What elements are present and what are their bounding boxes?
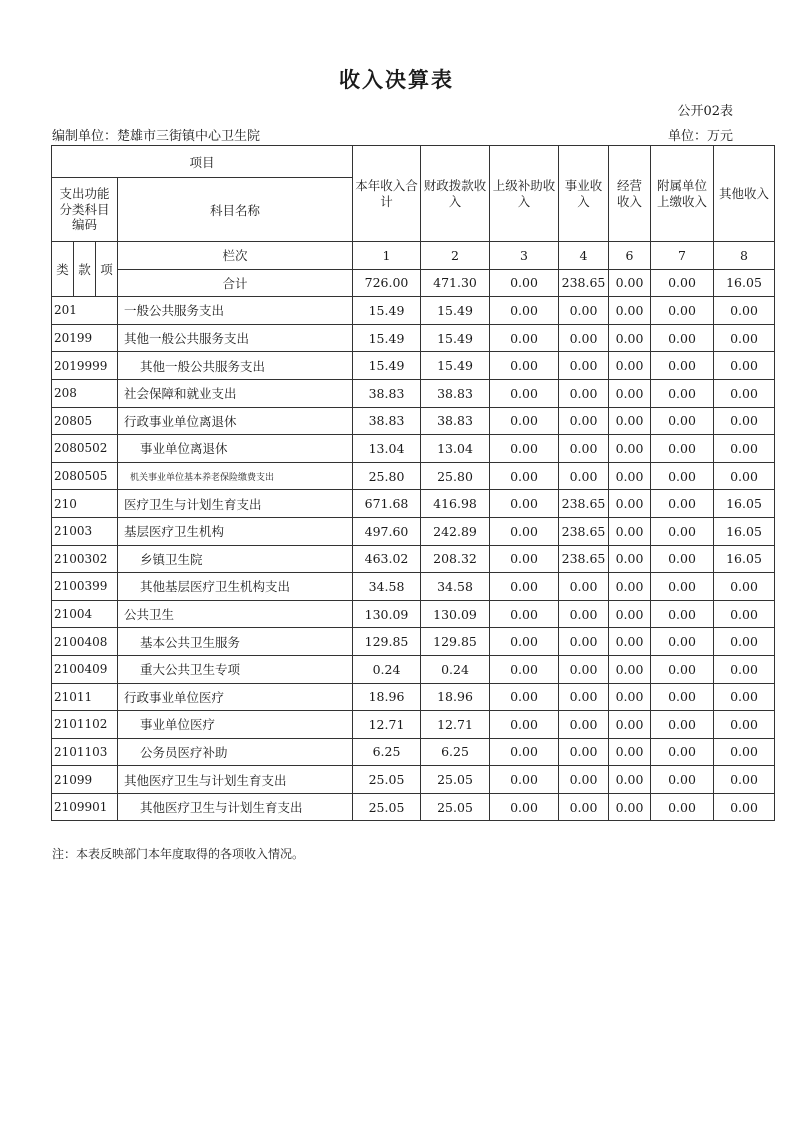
value-cell: 0.00	[714, 573, 775, 601]
value-cell: 0.00	[609, 297, 651, 325]
value-cell: 671.68	[353, 490, 421, 518]
value-cell: 25.05	[353, 766, 421, 794]
value-cell: 16.05	[714, 490, 775, 518]
table-row	[52, 407, 775, 435]
subject-code: 2080502	[52, 435, 118, 463]
value-cell: 0.00	[559, 297, 609, 325]
value-cell: 12.71	[353, 711, 421, 739]
value-cell: 0.00	[714, 683, 775, 711]
total-cell: 16.05	[714, 269, 775, 297]
subject-name: 其他医疗卫生与计划生育支出	[118, 766, 353, 794]
value-cell: 15.49	[353, 324, 421, 352]
value-cell: 0.24	[421, 655, 490, 683]
value-cell: 463.02	[353, 545, 421, 573]
subject-code: 21003	[52, 517, 118, 545]
subject-code: 210	[52, 490, 118, 518]
value-cell: 0.00	[609, 407, 651, 435]
table-row	[52, 738, 775, 766]
subject-code: 2100408	[52, 628, 118, 656]
value-cell: 242.89	[421, 517, 490, 545]
value-cell: 0.00	[651, 738, 714, 766]
subject-name: 事业单位医疗	[118, 711, 353, 739]
value-cell: 38.83	[421, 379, 490, 407]
col-header: 事业收入	[559, 146, 609, 242]
value-cell: 0.00	[651, 711, 714, 739]
subject-name: 其他一般公共服务支出	[118, 352, 353, 380]
subject-code: 20805	[52, 407, 118, 435]
value-cell: 0.00	[490, 766, 559, 794]
subject-name: 重大公共卫生专项	[118, 655, 353, 683]
subject-name: 行政事业单位离退休	[118, 407, 353, 435]
value-cell: 0.00	[714, 435, 775, 463]
subject-code: 2100399	[52, 573, 118, 601]
subject-code: 2019999	[52, 352, 118, 380]
subject-code: 201	[52, 297, 118, 325]
value-cell: 15.49	[353, 297, 421, 325]
value-cell: 0.00	[651, 628, 714, 656]
total-cell: 238.65	[559, 269, 609, 297]
total-cell: 0.00	[490, 269, 559, 297]
table-row	[52, 297, 775, 325]
value-cell: 6.25	[421, 738, 490, 766]
compiling-unit: 编制单位：楚雄市三街镇中心卫生院	[52, 129, 261, 144]
value-cell: 0.00	[714, 379, 775, 407]
form-number: 公开02表	[677, 104, 733, 119]
value-cell: 0.00	[559, 628, 609, 656]
total-label: 合计	[118, 269, 353, 297]
value-cell: 0.00	[490, 738, 559, 766]
table-row	[52, 766, 775, 794]
currency-unit: 单位：万元	[667, 129, 733, 144]
value-cell: 0.00	[714, 324, 775, 352]
value-cell: 6.25	[353, 738, 421, 766]
value-cell: 0.00	[609, 379, 651, 407]
header-lanci: 栏次	[118, 242, 353, 270]
value-cell: 0.00	[714, 711, 775, 739]
value-cell: 13.04	[421, 435, 490, 463]
value-cell: 34.58	[421, 573, 490, 601]
value-cell: 0.00	[609, 628, 651, 656]
value-cell: 0.00	[559, 379, 609, 407]
value-cell: 38.83	[421, 407, 490, 435]
value-cell: 0.00	[609, 573, 651, 601]
subject-name: 其他一般公共服务支出	[118, 324, 353, 352]
value-cell: 0.00	[651, 462, 714, 490]
col-header: 其他收入	[714, 146, 775, 242]
value-cell: 0.00	[559, 683, 609, 711]
subject-name: 医疗卫生与计划生育支出	[118, 490, 353, 518]
table-note: 注：本表反映部门本年度取得的各项收入情况。	[52, 847, 305, 861]
value-cell: 25.05	[353, 793, 421, 821]
value-cell: 0.00	[559, 655, 609, 683]
subject-name: 乡镇卫生院	[118, 545, 353, 573]
table-row	[52, 793, 775, 821]
col-number: 3	[490, 242, 559, 270]
value-cell: 0.00	[559, 766, 609, 794]
value-cell: 18.96	[421, 683, 490, 711]
value-cell: 129.85	[421, 628, 490, 656]
value-cell: 0.00	[490, 352, 559, 380]
value-cell: 0.00	[609, 324, 651, 352]
value-cell: 0.00	[609, 545, 651, 573]
col-header: 附属单位上缴收入	[651, 146, 714, 242]
col-header: 经营收入	[609, 146, 651, 242]
value-cell: 0.00	[714, 766, 775, 794]
value-cell: 0.00	[714, 352, 775, 380]
value-cell: 130.09	[353, 600, 421, 628]
value-cell: 0.00	[714, 297, 775, 325]
subject-code: 21011	[52, 683, 118, 711]
subject-name: 一般公共服务支出	[118, 297, 353, 325]
header-xiang: 项	[96, 242, 118, 297]
value-cell: 0.00	[651, 517, 714, 545]
value-cell: 0.00	[490, 517, 559, 545]
value-cell: 0.00	[651, 407, 714, 435]
value-cell: 0.00	[559, 407, 609, 435]
value-cell: 238.65	[559, 490, 609, 518]
value-cell: 15.49	[421, 297, 490, 325]
subject-code: 21004	[52, 600, 118, 628]
subject-name: 公共卫生	[118, 600, 353, 628]
subject-name: 公务员医疗补助	[118, 738, 353, 766]
value-cell: 0.00	[490, 711, 559, 739]
value-cell: 0.00	[714, 600, 775, 628]
value-cell: 0.00	[609, 766, 651, 794]
table-row	[52, 655, 775, 683]
value-cell: 0.00	[651, 352, 714, 380]
value-cell: 0.00	[651, 324, 714, 352]
value-cell: 0.00	[651, 793, 714, 821]
value-cell: 0.00	[714, 628, 775, 656]
value-cell: 0.00	[490, 628, 559, 656]
value-cell: 38.83	[353, 407, 421, 435]
value-cell: 0.00	[651, 297, 714, 325]
value-cell: 25.05	[421, 793, 490, 821]
table-row	[52, 490, 775, 518]
value-cell: 25.05	[421, 766, 490, 794]
subject-code: 2101103	[52, 738, 118, 766]
value-cell: 0.00	[559, 711, 609, 739]
value-cell: 0.00	[490, 793, 559, 821]
value-cell: 15.49	[421, 324, 490, 352]
value-cell: 0.00	[559, 324, 609, 352]
total-cell: 726.00	[353, 269, 421, 297]
subject-code: 20199	[52, 324, 118, 352]
table-row	[52, 683, 775, 711]
value-cell: 15.49	[353, 352, 421, 380]
value-cell: 0.00	[490, 490, 559, 518]
header-lei: 类	[52, 242, 74, 297]
subject-name: 行政事业单位医疗	[118, 683, 353, 711]
value-cell: 0.00	[559, 435, 609, 463]
value-cell: 0.00	[609, 655, 651, 683]
header-func-code: 支出功能分类科目编码	[52, 178, 118, 242]
col-number: 6	[609, 242, 651, 270]
table-row	[52, 435, 775, 463]
value-cell: 13.04	[353, 435, 421, 463]
value-cell: 25.80	[421, 462, 490, 490]
col-number: 1	[353, 242, 421, 270]
page-title: 收入决算表	[339, 67, 454, 92]
value-cell: 0.00	[490, 297, 559, 325]
value-cell: 0.00	[490, 683, 559, 711]
subject-name: 社会保障和就业支出	[118, 379, 353, 407]
subject-name: 事业单位离退休	[118, 435, 353, 463]
value-cell: 0.24	[353, 655, 421, 683]
subject-name: 机关事业单位基本养老保险缴费支出	[118, 462, 353, 490]
value-cell: 16.05	[714, 545, 775, 573]
value-cell: 208.32	[421, 545, 490, 573]
value-cell: 0.00	[714, 407, 775, 435]
value-cell: 0.00	[609, 600, 651, 628]
table-row	[52, 352, 775, 380]
value-cell: 0.00	[609, 462, 651, 490]
value-cell: 0.00	[490, 435, 559, 463]
value-cell: 0.00	[609, 683, 651, 711]
col-header: 财政拨款收入	[421, 146, 490, 242]
total-cell: 0.00	[609, 269, 651, 297]
income-table	[51, 145, 775, 821]
value-cell: 130.09	[421, 600, 490, 628]
header-subject-name: 科目名称	[118, 178, 353, 242]
value-cell: 0.00	[714, 793, 775, 821]
value-cell: 0.00	[651, 655, 714, 683]
value-cell: 0.00	[559, 352, 609, 380]
table-row	[52, 517, 775, 545]
value-cell: 0.00	[490, 379, 559, 407]
value-cell: 0.00	[559, 793, 609, 821]
table-row	[52, 324, 775, 352]
value-cell: 0.00	[651, 683, 714, 711]
table-row	[52, 600, 775, 628]
value-cell: 0.00	[559, 462, 609, 490]
value-cell: 18.96	[353, 683, 421, 711]
value-cell: 0.00	[651, 379, 714, 407]
subject-name: 基层医疗卫生机构	[118, 517, 353, 545]
table-row	[52, 711, 775, 739]
subject-code: 208	[52, 379, 118, 407]
value-cell: 12.71	[421, 711, 490, 739]
col-header: 本年收入合计	[353, 146, 421, 242]
value-cell: 0.00	[609, 711, 651, 739]
value-cell: 0.00	[609, 435, 651, 463]
subject-code: 2080505	[52, 462, 118, 490]
total-cell: 471.30	[421, 269, 490, 297]
header-kuan: 款	[74, 242, 96, 297]
value-cell: 0.00	[714, 462, 775, 490]
table-row	[52, 462, 775, 490]
value-cell: 129.85	[353, 628, 421, 656]
value-cell: 0.00	[490, 324, 559, 352]
col-number: 8	[714, 242, 775, 270]
value-cell: 0.00	[651, 435, 714, 463]
subject-code: 2109901	[52, 793, 118, 821]
table-row	[52, 545, 775, 573]
value-cell: 0.00	[490, 407, 559, 435]
value-cell: 0.00	[559, 600, 609, 628]
value-cell: 0.00	[609, 738, 651, 766]
value-cell: 34.58	[353, 573, 421, 601]
col-number: 2	[421, 242, 490, 270]
value-cell: 0.00	[609, 517, 651, 545]
subject-code: 21099	[52, 766, 118, 794]
col-number: 7	[651, 242, 714, 270]
value-cell: 0.00	[490, 462, 559, 490]
header-item: 项目	[52, 146, 353, 178]
value-cell: 0.00	[609, 490, 651, 518]
subject-code: 2100302	[52, 545, 118, 573]
table-row	[52, 573, 775, 601]
value-cell: 0.00	[490, 573, 559, 601]
value-cell: 0.00	[490, 655, 559, 683]
value-cell: 25.80	[353, 462, 421, 490]
value-cell: 0.00	[490, 600, 559, 628]
subject-name: 基本公共卫生服务	[118, 628, 353, 656]
value-cell: 0.00	[559, 573, 609, 601]
table-row	[52, 379, 775, 407]
value-cell: 0.00	[609, 793, 651, 821]
value-cell: 497.60	[353, 517, 421, 545]
value-cell: 38.83	[353, 379, 421, 407]
value-cell: 0.00	[609, 352, 651, 380]
value-cell: 0.00	[651, 490, 714, 518]
value-cell: 0.00	[490, 545, 559, 573]
value-cell: 416.98	[421, 490, 490, 518]
total-cell: 0.00	[651, 269, 714, 297]
value-cell: 0.00	[714, 738, 775, 766]
value-cell: 0.00	[651, 766, 714, 794]
value-cell: 15.49	[421, 352, 490, 380]
value-cell: 0.00	[651, 573, 714, 601]
value-cell: 16.05	[714, 517, 775, 545]
col-number: 4	[559, 242, 609, 270]
subject-code: 2101102	[52, 711, 118, 739]
col-header: 上级补助收入	[490, 146, 559, 242]
subject-name: 其他基层医疗卫生机构支出	[118, 573, 353, 601]
value-cell: 0.00	[559, 738, 609, 766]
subject-code: 2100409	[52, 655, 118, 683]
value-cell: 0.00	[651, 545, 714, 573]
subject-name: 其他医疗卫生与计划生育支出	[118, 793, 353, 821]
value-cell: 0.00	[714, 655, 775, 683]
value-cell: 0.00	[651, 600, 714, 628]
table-row	[52, 628, 775, 656]
value-cell: 238.65	[559, 545, 609, 573]
value-cell: 238.65	[559, 517, 609, 545]
